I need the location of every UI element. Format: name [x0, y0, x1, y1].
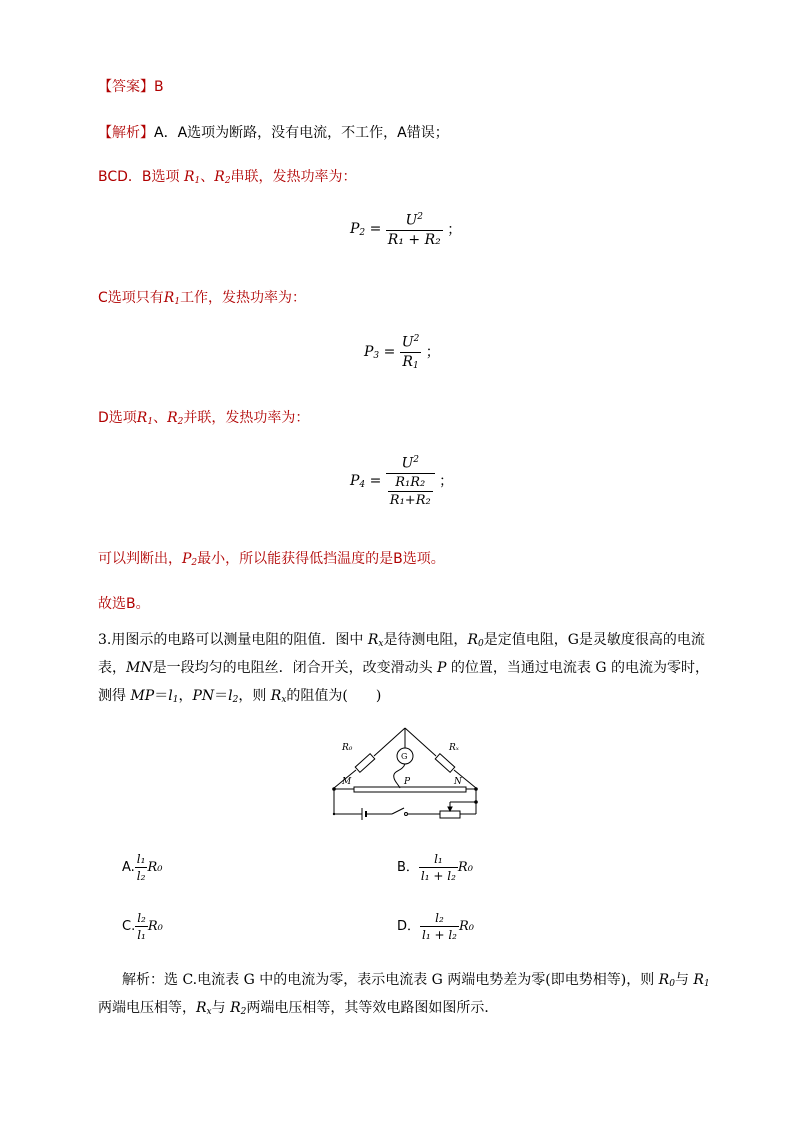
answer-value: B	[154, 79, 164, 95]
question-line-1: 3.用图示的电路可以测量电阻的阻值．图中 $R_x$是待测电阻，$R_0$是定值电阻，G是灵敏度很高的电流	[98, 632, 705, 649]
analysis-line-2: BCD．B选项 $R_1$、$R_2$串联，发热功率为：	[98, 169, 357, 186]
analysis-text-1: A．A选项为断路，没有电流，不工作，A错误；	[154, 125, 449, 141]
switch	[392, 808, 404, 814]
label-g: G	[401, 752, 408, 761]
analysis-line-4: D选项$R_1$、$R_2$并联，发热功率为：	[98, 410, 310, 427]
label-n: N	[454, 777, 462, 787]
symbol-r1: $R_1$	[183, 169, 201, 186]
symbol-r2: $R_2$	[214, 169, 231, 186]
answer-line	[98, 77, 164, 97]
conclusion-line: 可以判断出，$P_2$最小，所以能获得低挡温度的是B选项。	[98, 551, 445, 568]
analysis-text-2a: BCD．B选项	[98, 169, 180, 185]
answer-label: 【答案】	[98, 79, 154, 95]
analysis-label: 【解析】	[98, 125, 154, 141]
equation-p4: $P_4$ = $\frac{U^2}{\frac{\text{R₁R₂}}{\text{R₁+R₂}}}$ ；	[350, 455, 454, 508]
question-line-2: 表，MN是一段均匀的电阻丝．闭合开关，改变滑动头 P 的位置，当通过电流表 G 的电流为零时，	[98, 660, 710, 676]
solution-line-2: 两端电压相等，$R_x$与 $R_2$两端电压相等，其等效电路图如图所示．	[98, 1000, 499, 1017]
symbol-r1: $R_1$	[163, 290, 181, 307]
resistance-wire-mn	[354, 787, 466, 792]
option-d[interactable]: D． $\frac{\text{l₂}}{\text{l₁ + l₂}}$ R₀	[397, 911, 474, 942]
equation-p2: $P_2$ = $\frac{U^2}{\text{R₁ + R₂}}$ ；	[350, 212, 462, 248]
equation-p3: $P_3$ = $\frac{U^2}{R_1}$ ；	[364, 334, 440, 371]
circuit-diagram	[320, 718, 490, 830]
label-r0: R₀	[342, 743, 353, 753]
analysis-text-2b: 串联，发热功率为：	[230, 169, 357, 185]
label-p: P	[404, 777, 411, 787]
label-rx: Rₓ	[449, 743, 459, 753]
label-m: M	[342, 777, 352, 787]
option-a[interactable]: A. $\frac{\text{l₁}}{\text{l₂}}$ R₀	[122, 852, 163, 883]
analysis-line-3: C选项只有$R_1$工作，发热功率为：	[98, 290, 307, 307]
option-c[interactable]: C. $\frac{\text{l₂}}{\text{l₁}}$ R₀	[122, 911, 163, 942]
resistor-r0	[355, 754, 375, 773]
option-b[interactable]: B． $\frac{\text{l₁}}{\text{l₁ + l₂}}$ R₀	[397, 852, 473, 883]
question-line-3: 测得 $MP=l_1$，$PN=l_2$，则 $R_x$的阻值为( )	[98, 688, 382, 705]
solution-line-1: 解析：选 C.电流表 G 中的电流为零，表示电流表 G 两端电势差为零(即电势相等)，则 $R_0$与 $R_1$	[122, 972, 710, 989]
resistor-rx	[435, 754, 455, 773]
analysis-line-1	[98, 123, 449, 143]
final-line: 故选B。	[98, 596, 150, 612]
